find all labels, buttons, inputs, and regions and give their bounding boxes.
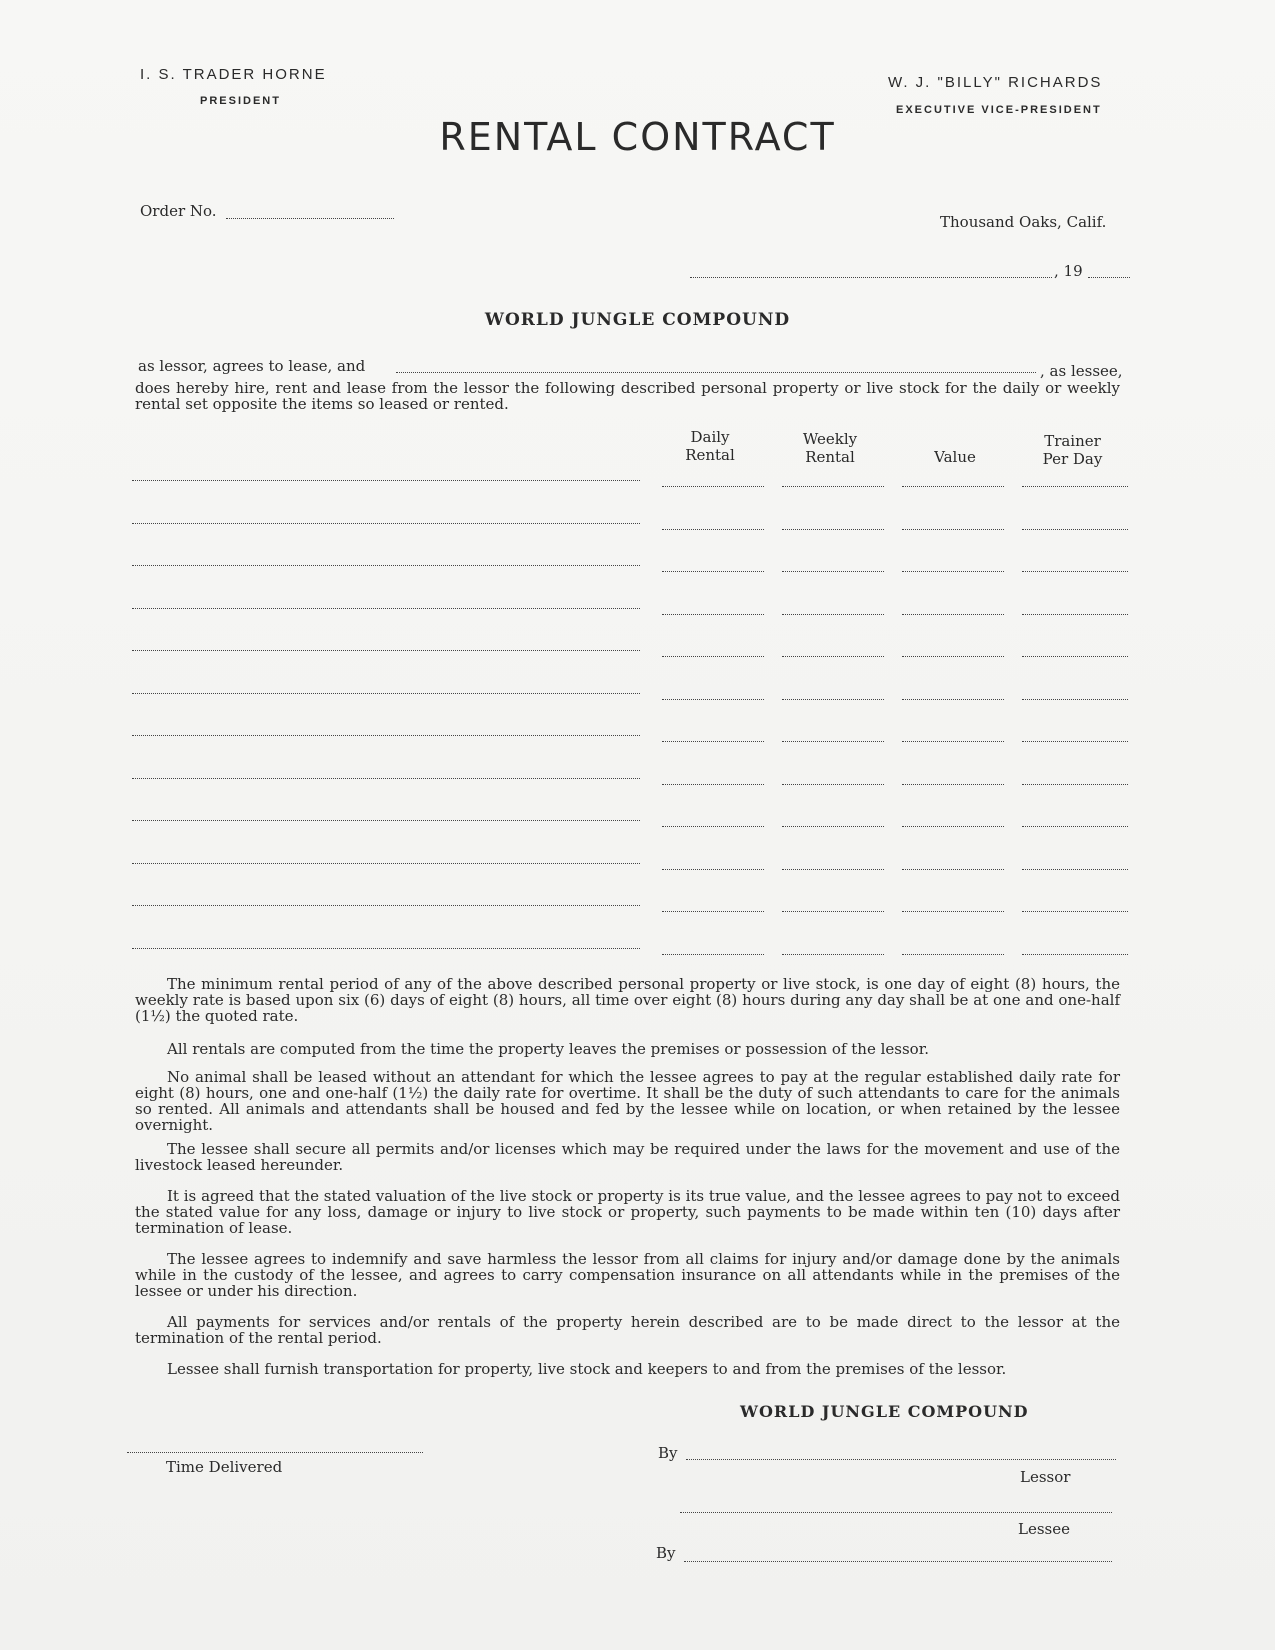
row-5-trainer-per-day-field[interactable] [1022,656,1128,657]
row-7-daily-rental-field[interactable] [662,741,764,742]
row-2-item-description-field[interactable] [132,523,640,524]
row-4-daily-rental-field[interactable] [662,614,764,615]
row-7-item-description-field[interactable] [132,735,640,736]
row-11-value-field[interactable] [902,911,1004,912]
row-6-item-description-field[interactable] [132,693,640,694]
row-2-value-field[interactable] [902,529,1004,530]
row-10-item-description-field[interactable] [132,863,640,864]
row-8-trainer-per-day-field[interactable] [1022,784,1128,785]
row-5-weekly-rental-field[interactable] [782,656,884,657]
row-5-daily-rental-field[interactable] [662,656,764,657]
row-2-trainer-per-day-field[interactable] [1022,529,1128,530]
term-minimum-period: The minimum rental period of any of the above described personal property or live stock, is one day of eight (8) hours, the weekly rate is based upon six (6) days of eight (8) hours, all time over eight (8) hours during any day shall be at one and one-half (1½) the quoted rate. [135,975,1120,1025]
row-12-value-field[interactable] [902,954,1004,955]
row-1-trainer-per-day-field[interactable] [1022,486,1128,487]
row-9-daily-rental-field[interactable] [662,826,764,827]
row-5-value-field[interactable] [902,656,1004,657]
row-6-daily-rental-field[interactable] [662,699,764,700]
lessor-label: Lessor [1020,1468,1071,1486]
row-1-value-field[interactable] [902,486,1004,487]
as-lessee-text: , as lessee, [1040,362,1123,380]
lessor-signature-field[interactable] [686,1459,1116,1460]
time-delivered-field[interactable] [127,1452,423,1453]
row-9-weekly-rental-field[interactable] [782,826,884,827]
row-12-trainer-per-day-field[interactable] [1022,954,1128,955]
president-name: I. S. TRADER HORNE [140,66,327,83]
row-1-item-description-field[interactable] [132,480,640,481]
lessor-by-label: By [658,1444,678,1462]
lessor-agrees-text: as lessor, agrees to lease, and [138,357,366,375]
row-5-item-description-field[interactable] [132,650,640,651]
document-title: RENTAL CONTRACT [439,115,836,159]
col-daily-rental: Daily Rental [685,428,735,464]
row-1-weekly-rental-field[interactable] [782,486,884,487]
row-7-value-field[interactable] [902,741,1004,742]
president-title: PRESIDENT [200,95,281,107]
row-11-daily-rental-field[interactable] [662,911,764,912]
row-7-trainer-per-day-field[interactable] [1022,741,1128,742]
year-prefix: , 19 [1054,262,1083,280]
row-6-trainer-per-day-field[interactable] [1022,699,1128,700]
row-4-item-description-field[interactable] [132,608,640,609]
place-text: Thousand Oaks, Calif. [940,213,1107,231]
signature-company-name: WORLD JUNGLE COMPOUND [740,1402,1029,1421]
lessee-by-field[interactable] [684,1561,1112,1562]
year-field[interactable] [1088,277,1130,278]
term-indemnify: The lessee agrees to indemnify and save harmless the lessor from all claims for injury and/or damage done by the animals while in the custody of the lessee, and agrees to carry compensation insurance on all attendants while in the premises of the lessee or under his direction. [135,1250,1120,1300]
term-payments: All payments for services and/or rentals of the property herein described are to be made direct to the lessor at the termination of the rental period. [135,1313,1120,1347]
row-12-item-description-field[interactable] [132,948,640,949]
row-10-trainer-per-day-field[interactable] [1022,869,1128,870]
term-valuation: It is agreed that the stated valuation of the live stock or property is its true value, and the lessee agrees to pay not to exceed the stated value for any loss, damage or injury to live stock or property, such payments to be made within ten (10) days after termination of lease. [135,1187,1120,1237]
date-field[interactable] [690,277,1052,278]
row-4-value-field[interactable] [902,614,1004,615]
vice-president-title: EXECUTIVE VICE-PRESIDENT [896,104,1102,116]
row-3-trainer-per-day-field[interactable] [1022,571,1128,572]
lessee-name-field[interactable] [396,372,1036,373]
row-9-item-description-field[interactable] [132,820,640,821]
row-1-daily-rental-field[interactable] [662,486,764,487]
row-6-weekly-rental-field[interactable] [782,699,884,700]
lessee-label: Lessee [1018,1520,1070,1538]
row-2-weekly-rental-field[interactable] [782,529,884,530]
intro-paragraph: does hereby hire, rent and lease from the lessor the following described personal property or live stock for the daily or weekly rental set opposite the items so leased or rented. [135,379,1120,413]
row-2-daily-rental-field[interactable] [662,529,764,530]
row-10-value-field[interactable] [902,869,1004,870]
row-4-weekly-rental-field[interactable] [782,614,884,615]
row-9-trainer-per-day-field[interactable] [1022,826,1128,827]
lessee-signature-field[interactable] [680,1512,1112,1513]
term-rental-computed: All rentals are computed from the time the property leaves the premises or possession of the lessor. [167,1040,929,1058]
row-3-value-field[interactable] [902,571,1004,572]
row-8-value-field[interactable] [902,784,1004,785]
lessee-by-label: By [656,1544,676,1562]
company-name: WORLD JUNGLE COMPOUND [484,310,791,330]
order-number-field[interactable] [226,218,394,219]
term-attendant: No animal shall be leased without an attendant for which the lessee agrees to pay at the regular established daily rate for eight (8) hours, one and one-half (1½) the daily rate for overtime. It shall be the duty of such attendants to care for the animals so rented. All animals and attendants shall be housed and fed by the lessee while on location, or when retained by the lessee overnight. [135,1068,1120,1134]
row-10-weekly-rental-field[interactable] [782,869,884,870]
row-11-item-description-field[interactable] [132,905,640,906]
col-trainer-per-day: Trainer Per Day [1042,432,1103,468]
row-8-daily-rental-field[interactable] [662,784,764,785]
row-7-weekly-rental-field[interactable] [782,741,884,742]
row-3-weekly-rental-field[interactable] [782,571,884,572]
row-12-daily-rental-field[interactable] [662,954,764,955]
col-weekly-rental: Weekly Rental [802,430,858,466]
col-value: Value [934,448,976,466]
row-11-trainer-per-day-field[interactable] [1022,911,1128,912]
row-8-weekly-rental-field[interactable] [782,784,884,785]
row-4-trainer-per-day-field[interactable] [1022,614,1128,615]
order-number-label: Order No. [140,202,217,220]
row-8-item-description-field[interactable] [132,778,640,779]
row-9-value-field[interactable] [902,826,1004,827]
row-3-daily-rental-field[interactable] [662,571,764,572]
row-12-weekly-rental-field[interactable] [782,954,884,955]
row-6-value-field[interactable] [902,699,1004,700]
term-transportation: Lessee shall furnish transportation for property, live stock and keepers to and from the premises of the lessor. [167,1360,1007,1378]
vice-president-name: W. J. "BILLY" RICHARDS [888,74,1103,91]
row-10-daily-rental-field[interactable] [662,869,764,870]
row-3-item-description-field[interactable] [132,565,640,566]
row-11-weekly-rental-field[interactable] [782,911,884,912]
term-permits: The lessee shall secure all permits and/or licenses which may be required under the laws for the movement and use of the livestock leased hereunder. [135,1140,1120,1174]
time-delivered-label: Time Delivered [166,1458,283,1476]
